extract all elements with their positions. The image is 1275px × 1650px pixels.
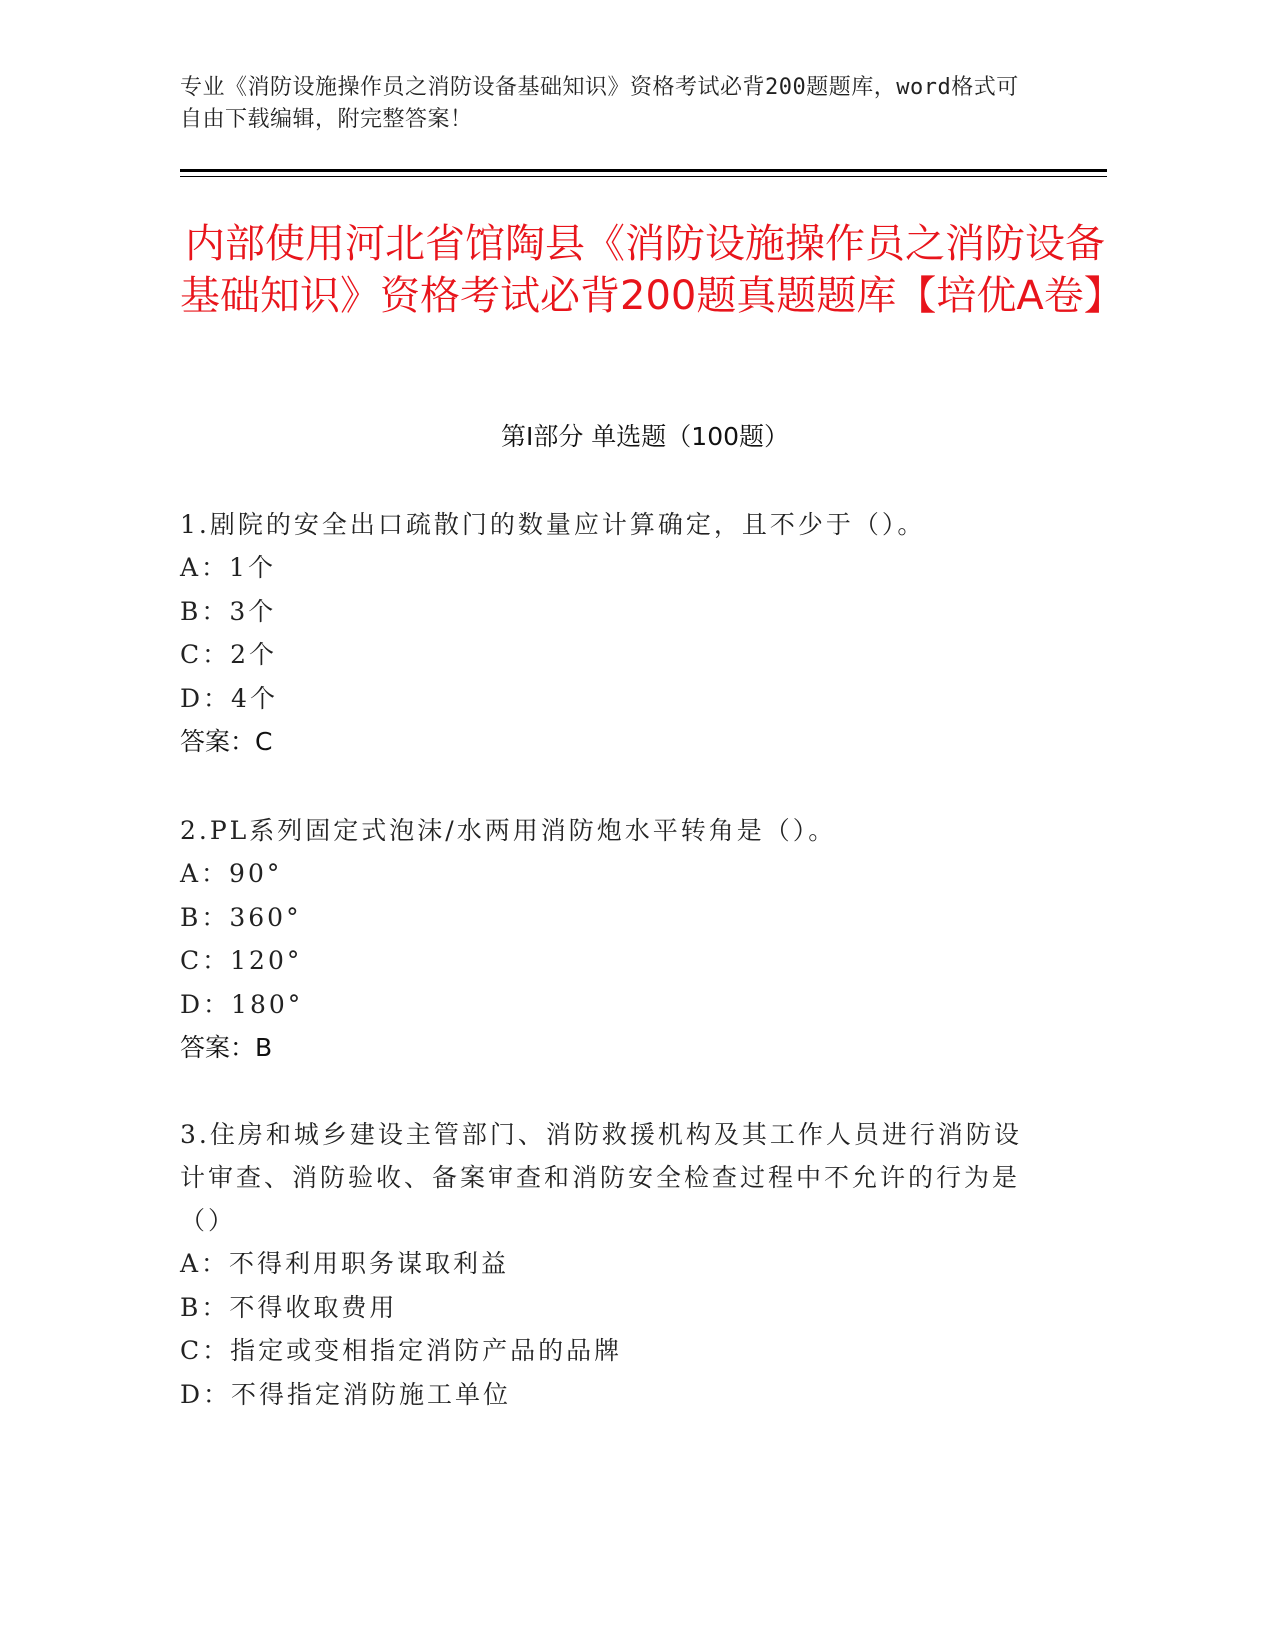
option-a: A：90° [180,859,283,888]
answer: 答案：C [180,727,273,756]
option-c: C：2个 [180,640,278,669]
header-note: 专业《消防设施操作员之消防设备基础知识》资格考试必背200题题库，word格式可自由下载编辑，附完整答案！ [180,75,1019,132]
option-d: D：4个 [180,683,278,713]
option-d: D：不得指定消防施工单位 [180,1379,512,1409]
option-d: D：180° [180,989,304,1019]
question-1 [180,503,1030,764]
option-c: C：120° [180,946,303,975]
question-3 [180,1113,1030,1416]
header-rule-thick [180,169,1107,172]
question-stem: 3.住房和城乡建设主管部门、消防救援机构及其工作人员进行消防设计审查、消防验收、备案审查和消防安全检查过程中不允许的行为是（） [180,1120,1022,1235]
option-a: A：1个 [180,553,276,582]
document-title: 内部使用河北省馆陶县《消防设施操作员之消防设备基础知识》资格考试必背200题真题题库【培优A卷】 [180,221,1124,319]
header-rule-thin [180,176,1107,177]
option-a: A：不得利用职务谋取利益 [180,1249,510,1278]
section-heading: 第Ⅰ部分 单选题（100题） [500,422,790,451]
option-b: B：3个 [180,596,277,626]
option-b: B：不得收取费用 [180,1292,398,1322]
question-stem: 2.PL系列固定式泡沫/水两用消防炮水平转角是（）。 [180,816,837,845]
option-c: C：指定或变相指定消防产品的品牌 [180,1336,623,1365]
option-b: B：360° [180,902,302,932]
question-2 [180,809,1030,1070]
answer: 答案：B [180,1033,273,1062]
question-stem: 1.剧院的安全出口疏散门的数量应计算确定，且不少于（）。 [180,510,926,539]
